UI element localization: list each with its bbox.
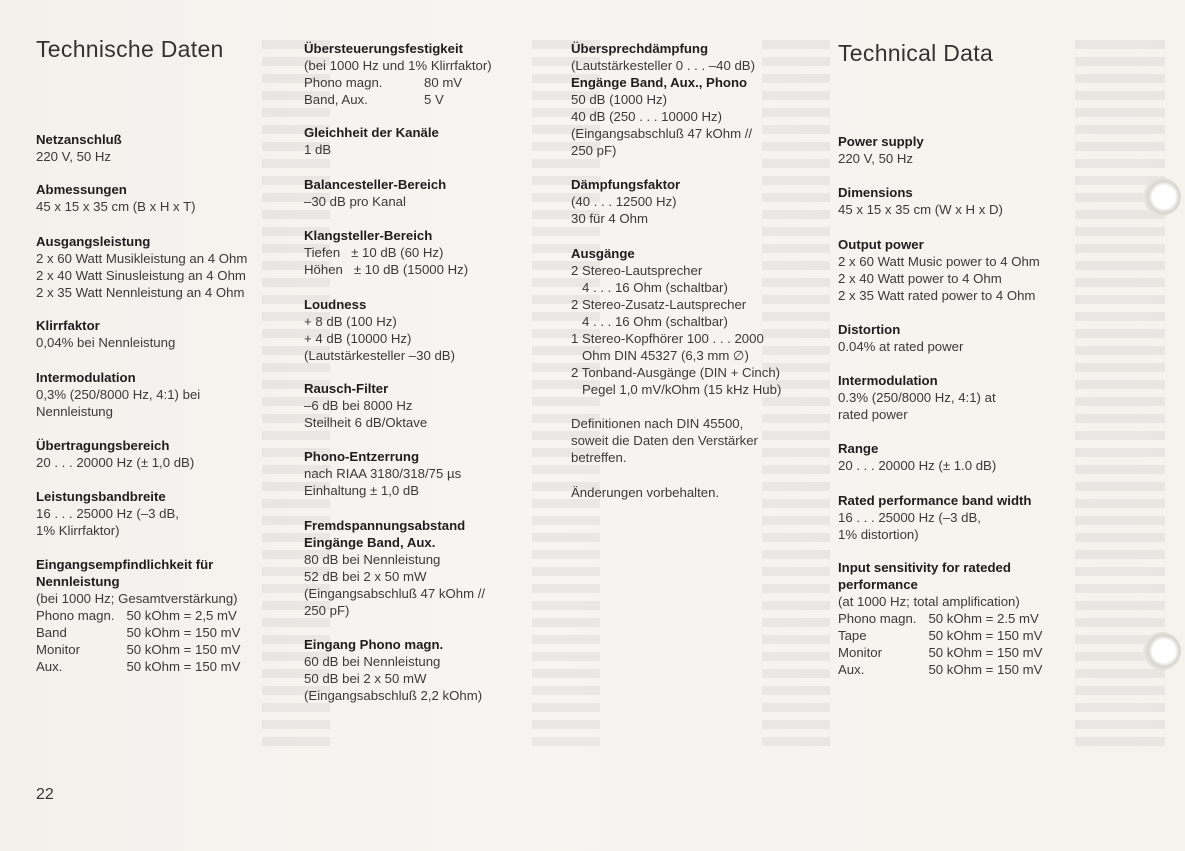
spec-line: 2 x 35 Watt rated power to 4 Ohm (838, 288, 1036, 303)
spec-block (304, 380, 427, 431)
spec-block (571, 40, 755, 74)
spec-line: 1 dB (304, 142, 332, 157)
spec-title: Input sensitivity for rateded (838, 560, 1011, 575)
spec-title-continued: Nennleistung (36, 574, 120, 589)
spec-title: Intermodulation (36, 370, 136, 385)
spec-input-name: Band, Aux. (304, 92, 368, 107)
spec-line: 20 . . . 20000 Hz (± 1,0 dB) (36, 455, 195, 470)
spec-block (838, 184, 1003, 218)
spec-title: Engänge Band, Aux., Phono (571, 75, 748, 90)
spec-input-value: 50 kOhm = 150 mV (126, 642, 241, 657)
spec-title: Range (838, 441, 879, 456)
spec-title: Leistungsbandbreite (36, 489, 166, 504)
spec-title: Balancesteller-Bereich (304, 177, 447, 192)
spec-line: 45 x 15 x 35 cm (B x H x T) (36, 199, 196, 214)
spec-line: (at 1000 Hz; total amplification) (838, 594, 1020, 609)
spec-input-name: Phono magn. (36, 608, 115, 623)
spec-block (36, 488, 179, 539)
spec-title: Netzanschluß (36, 132, 122, 147)
spec-input-value: 50 kOhm = 2.5 mV (928, 611, 1039, 626)
spec-title: Ausgangsleistung (36, 234, 151, 249)
spec-line: 0.3% (250/8000 Hz, 4:1) at (838, 390, 996, 405)
spec-line: 2 x 40 Watt power to 4 Ohm (838, 271, 1002, 286)
spec-input-name: Monitor (36, 642, 80, 657)
spec-line: + 4 dB (10000 Hz) (304, 331, 412, 346)
spec-line: (40 . . . 12500 Hz) (571, 194, 677, 209)
spec-block (571, 74, 752, 159)
spec-line: 220 V, 50 Hz (838, 151, 914, 166)
spec-line: 40 dB (250 . . . 10000 Hz) (571, 109, 723, 124)
spec-input-name: Aux. (838, 662, 865, 677)
spec-line: 1% Klirrfaktor) (36, 523, 120, 538)
spec-line: 2 x 60 Watt Music power to 4 Ohm (838, 254, 1040, 269)
spec-line: Höhen ± 10 dB (15000 Hz) (304, 262, 469, 277)
spec-line: 0.04% at rated power (838, 339, 964, 354)
spec-line: (Eingangsabschluß 47 kOhm // (304, 586, 486, 601)
spec-title: Distortion (838, 322, 901, 337)
spec-line: –6 dB bei 8000 Hz (304, 398, 413, 413)
spec-title: Übertragungsbereich (36, 438, 170, 453)
spec-block (304, 227, 468, 278)
spec-line: 2 Tonband-Ausgänge (DIN + Cinch) (571, 365, 781, 380)
spec-title: Power supply (838, 134, 924, 149)
spec-title: Klangsteller-Bereich (304, 228, 433, 243)
spec-block (838, 559, 1042, 678)
spec-line: 50 dB (1000 Hz) (571, 92, 668, 107)
spec-line: 30 für 4 Ohm (571, 211, 648, 226)
spec-line: 50 dB bei 2 x 50 mW (304, 671, 427, 686)
spec-line: 80 dB bei Nennleistung (304, 552, 441, 567)
spec-block (36, 437, 194, 471)
spec-input-value: 50 kOhm = 150 mV (928, 645, 1043, 660)
spec-block (838, 133, 924, 167)
spec-title: Phono-Entzerrung (304, 449, 420, 464)
spec-block (36, 369, 200, 420)
spec-line: 4 . . . 16 Ohm (schaltbar) (571, 314, 728, 329)
spec-input-value: 50 kOhm = 150 mV (928, 662, 1043, 677)
spec-block (304, 636, 482, 704)
spec-block (571, 176, 680, 227)
spec-line: 16 . . . 25000 Hz (–3 dB, (36, 506, 179, 521)
spec-title: Dämpfungsfaktor (571, 177, 681, 192)
spec-line: Einhaltung ± 1,0 dB (304, 483, 420, 498)
spec-block (304, 448, 461, 499)
spec-title: Output power (838, 237, 924, 252)
spec-title: Übersteuerungsfestigkeit (304, 41, 464, 56)
spec-block (571, 245, 781, 398)
spec-line: (Lautstärkesteller –30 dB) (304, 348, 455, 363)
spec-line: 2 Stereo-Zusatz-Lautsprecher (571, 297, 747, 312)
spec-input-name: Phono magn. (838, 611, 917, 626)
spec-line: –30 dB pro Kanal (304, 194, 406, 209)
spec-block (838, 372, 996, 423)
spec-line: 2 x 35 Watt Nennleistung an 4 Ohm (36, 285, 245, 300)
spec-title-continued: Eingänge Band, Aux. (304, 535, 436, 550)
spec-line: 2 x 40 Watt Sinusleistung an 4 Ohm (36, 268, 246, 283)
spec-line: 1% distortion) (838, 527, 919, 542)
spec-input-name: Monitor (838, 645, 882, 660)
spec-input-value: 50 kOhm = 2,5 mV (126, 608, 237, 623)
spec-line: Nennleistung (36, 404, 113, 419)
spec-block (36, 131, 122, 165)
spec-line: Pegel 1,0 mV/kOhm (15 kHz Hub) (571, 382, 782, 397)
spec-block (571, 484, 719, 501)
spec-line: 1 Stereo-Kopfhörer 100 . . . 2000 (571, 331, 764, 346)
binder-hole (1143, 632, 1181, 670)
spec-title: Ausgänge (571, 246, 635, 261)
spec-line: 52 dB bei 2 x 50 mW (304, 569, 427, 584)
page-title-english: Technical Data (838, 40, 994, 66)
spec-line: 2 Stereo-Lautsprecher (571, 263, 703, 278)
spec-line: Tiefen ± 10 dB (60 Hz) (304, 245, 444, 260)
spec-input-name: Tape (838, 628, 867, 643)
spec-title: Eingangsempfindlichkeit für (36, 557, 214, 572)
spec-title-continued: performance (838, 577, 918, 592)
spec-input-value: 80 mV (423, 75, 463, 90)
spec-line: Änderungen vorbehalten. (571, 485, 720, 500)
spec-title: Abmessungen (36, 182, 127, 197)
spec-block (838, 236, 1040, 304)
spec-line: soweit die Daten den Verstärker (571, 433, 758, 448)
spec-line: (Eingangsabschluß 47 kOhm // (571, 126, 753, 141)
spec-input-value: 50 kOhm = 150 mV (126, 659, 241, 674)
spec-value-table (36, 607, 240, 675)
spec-line: Steilheit 6 dB/Oktave (304, 415, 428, 430)
spec-line: 2 x 60 Watt Musikleistung an 4 Ohm (36, 251, 248, 266)
spec-block (838, 321, 963, 355)
spec-line: 0,3% (250/8000 Hz, 4:1) bei (36, 387, 201, 402)
spec-line: rated power (838, 407, 908, 422)
spec-block (36, 556, 240, 675)
spec-value-table (304, 74, 492, 108)
spec-title: Eingang Phono magn. (304, 637, 444, 652)
spec-line: betreffen. (571, 450, 627, 465)
spec-line: 220 V, 50 Hz (36, 149, 112, 164)
spec-title: Dimensions (838, 185, 913, 200)
spec-block (304, 40, 492, 108)
spec-title: Fremdspannungsabstand (304, 518, 466, 533)
spec-line: 20 . . . 20000 Hz (± 1.0 dB) (838, 458, 997, 473)
spec-title: Übersprechdämpfung (571, 41, 709, 56)
spec-line: 250 pF) (304, 603, 350, 618)
spec-line: 16 . . . 25000 Hz (–3 dB, (838, 510, 981, 525)
spec-input-value: 5 V (423, 92, 444, 107)
spec-block (838, 440, 996, 474)
spec-line: 4 . . . 16 Ohm (schaltbar) (571, 280, 728, 295)
spec-block (304, 517, 485, 619)
spec-line: 0,04% bei Nennleistung (36, 335, 176, 350)
spec-line: + 8 dB (100 Hz) (304, 314, 397, 329)
spec-title: Rated performance band width (838, 493, 1032, 508)
spec-title: Intermodulation (838, 373, 938, 388)
spec-title: Klirrfaktor (36, 318, 100, 333)
spec-line: 250 pF) (571, 143, 617, 158)
spec-block (36, 317, 175, 351)
spec-line: Ohm DIN 45327 (6,3 mm ∅) (571, 348, 749, 363)
spec-block (304, 176, 446, 210)
spec-block (304, 296, 455, 364)
spec-title: Rausch-Filter (304, 381, 389, 396)
spec-line: 45 x 15 x 35 cm (W x H x D) (838, 202, 1003, 217)
page-title-german: Technische Daten (36, 36, 224, 62)
spec-block (838, 492, 1031, 543)
spec-block (304, 124, 439, 158)
spec-block (36, 181, 196, 215)
spec-title: Gleichheit der Kanäle (304, 125, 439, 140)
spec-input-name: Phono magn. (304, 75, 383, 90)
spec-input-value: 50 kOhm = 150 mV (126, 625, 241, 640)
spec-line: (Lautstärkesteller 0 . . . –40 dB) (571, 58, 755, 73)
spec-line: (Eingangsabschluß 2,2 kOhm) (304, 688, 483, 703)
spec-input-name: Aux. (36, 659, 63, 674)
page-number: 22 (36, 786, 54, 803)
spec-value-table (838, 610, 1042, 678)
binder-hole (1143, 178, 1181, 216)
spec-block (571, 415, 758, 466)
spec-block (36, 233, 247, 301)
spec-line: (bei 1000 Hz; Gesamtverstärkung) (36, 591, 238, 606)
spec-line: nach RIAA 3180/318/75 µs (304, 466, 462, 481)
spec-title: Loudness (304, 297, 367, 312)
spec-line: (bei 1000 Hz und 1% Klirrfaktor) (304, 58, 492, 73)
spec-line: Definitionen nach DIN 45500, (571, 416, 744, 431)
spec-input-name: Band (36, 625, 67, 640)
spec-line: 60 dB bei Nennleistung (304, 654, 441, 669)
spec-input-value: 50 kOhm = 150 mV (928, 628, 1043, 643)
